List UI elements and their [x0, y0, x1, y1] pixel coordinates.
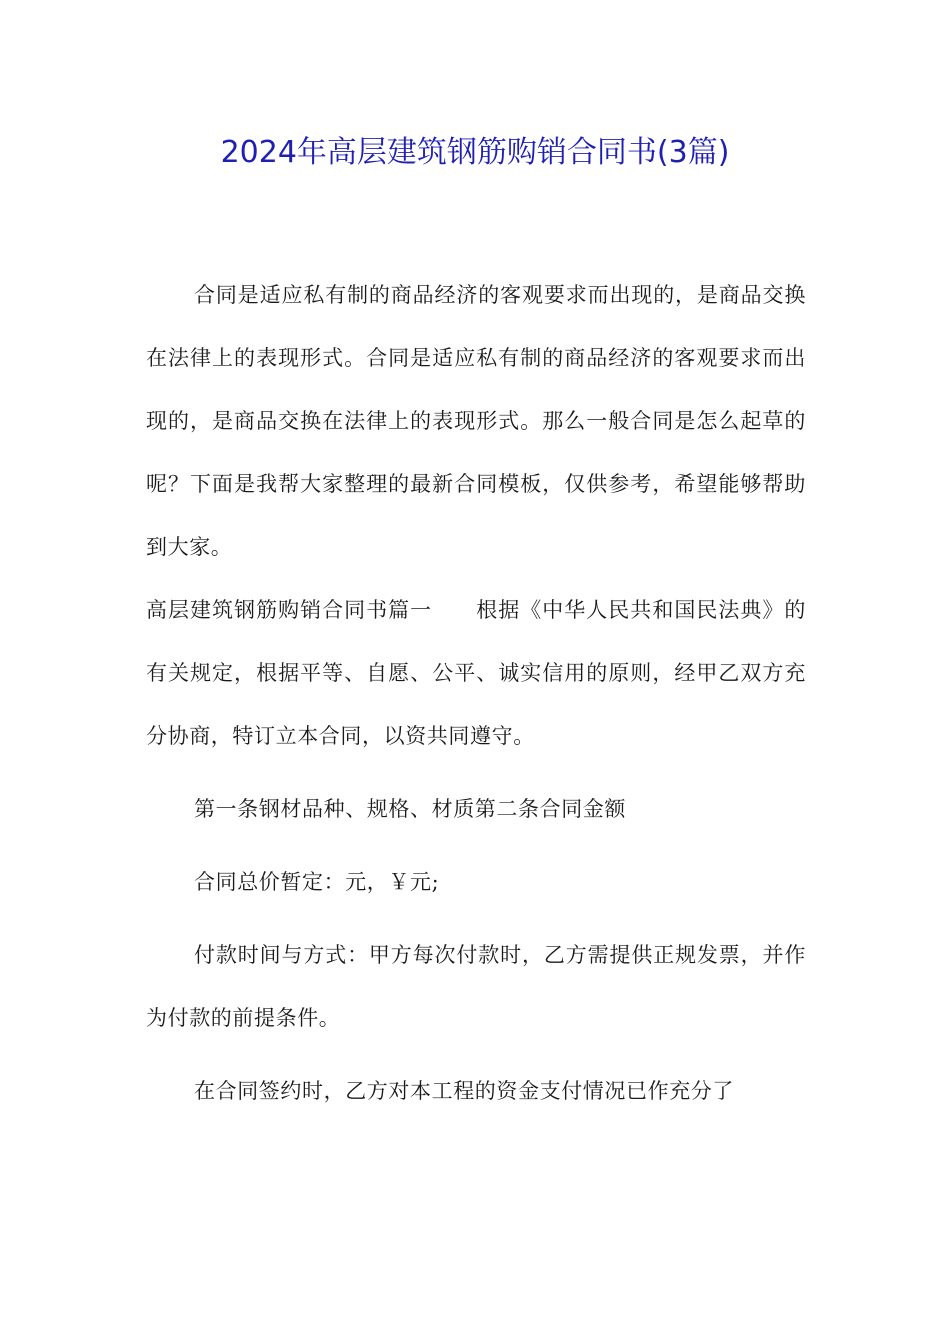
- intro-paragraph: 合同是适应私有制的商品经济的客观要求而出现的，是商品交换在法律上的表现形式。合同是适应私有制的商品经济的客观要求而出现的，是商品交换在法律上的表现形式。那么一般合同是怎么起草的呢？下面是我帮大家整理的最新合同模板，仅供参考，希望能够帮助到大家。: [146, 283, 806, 559]
- payment-paragraph: 付款时间与方式：甲方每次付款时，乙方需提供正规发票，并作为付款的前提条件。: [146, 943, 806, 1030]
- chapter-one-paragraph: 高层建筑钢筋购销合同书篇一 根据《中华人民共和国民法典》的有关规定，根据平等、自愿、公平、诚实信用的原则，经甲乙双方充分协商，特订立本合同，以资共同遵守。: [146, 598, 806, 748]
- document-body: [146, 264, 806, 1123]
- clause-one-paragraph: 第一条钢材品种、规格、材质第二条合同金额: [194, 797, 626, 821]
- signing-paragraph: 在合同签约时，乙方对本工程的资金支付情况已作充分了: [194, 1079, 734, 1103]
- total-price-paragraph: 合同总价暂定：元，￥元;: [194, 870, 440, 894]
- document-title: 2024年高层建筑钢筋购销合同书(3篇): [220, 135, 730, 170]
